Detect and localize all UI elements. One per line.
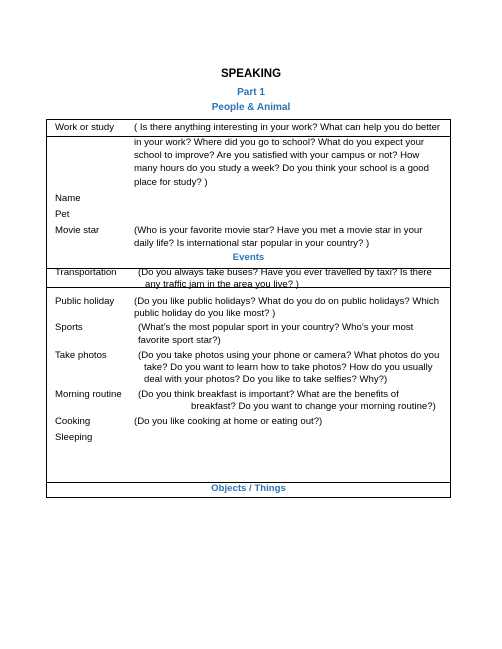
topic-transportation: Transportation — [55, 267, 117, 278]
question-text: in your work? Where did you go to school? What do you expect your — [134, 137, 425, 148]
topic-movie-star: Movie star — [55, 225, 100, 236]
question-text: deal with your photos? Do you like to take selfies? Why?) — [144, 374, 388, 385]
question-text: favorite sport star?) — [138, 335, 221, 346]
topic-public-holiday: Public holiday — [55, 296, 115, 307]
section-heading-events: Events — [232, 252, 265, 263]
part-label: Part 1 — [237, 87, 265, 98]
question-text: (Who is your favorite movie star? Have you met a movie star in your — [134, 225, 423, 236]
topic-name: Name — [55, 193, 81, 204]
question-text: (What’s the most popular sport in your country? Who’s your most — [138, 322, 414, 333]
question-text: ( Is there anything interesting in your work? What can help you do better — [134, 122, 441, 133]
topic-pet: Pet — [55, 209, 70, 220]
topic-morning-routine: Morning routine — [55, 389, 122, 400]
topic-sports: Sports — [55, 322, 83, 333]
section-heading-people: People & Animal — [211, 102, 291, 113]
question-text: (Do you like public holidays? What do you do on public holidays? Which — [134, 296, 440, 307]
question-text: (Do you think breakfast is important? What are the benefits of — [138, 389, 399, 400]
topic-cooking: Cooking — [55, 416, 91, 427]
question-text: (Do you take photos using your phone or camera? What photos do you — [138, 350, 440, 361]
question-text: many hours do you study a week? Do you think your school is a good — [134, 163, 429, 174]
section-heading-objects: Objects / Things — [211, 483, 286, 494]
question-text: daily life? Is international star popular in your country? ) — [134, 238, 370, 249]
question-text: (Do you always take buses? Have you ever travelled by taxi? Is there — [138, 267, 432, 278]
question-text: (Do you like cooking at home or eating out?) — [134, 416, 323, 427]
question-text: place for study? ) — [134, 177, 208, 188]
page-title: SPEAKING — [220, 68, 282, 80]
topic-sleeping: Sleeping — [55, 432, 93, 443]
question-text: breakfast? Do you want to change your morning routine?) — [191, 401, 436, 412]
question-text: any traffic jam in the area you live? ) — [145, 279, 299, 290]
topic-take-photos: Take photos — [55, 350, 107, 361]
question-text: public holiday do you like most? ) — [134, 308, 276, 319]
question-text: school to improve? Are you satisfied with your campus or not? How — [134, 150, 420, 161]
question-text: take? Do you want to learn how to take photos? How do you usually — [144, 362, 433, 373]
topic-work-or-study: Work or study — [55, 122, 115, 133]
